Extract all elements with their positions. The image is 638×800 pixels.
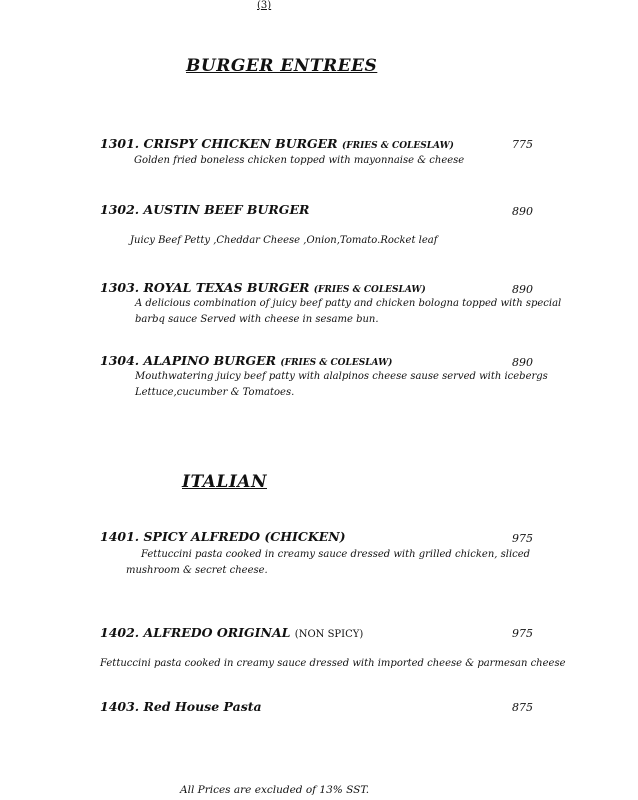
- item-price: 975: [512, 532, 533, 545]
- item-description: Fettuccini pasta cooked in creamy sauce dressed with grilled chicken, sliced: [141, 549, 531, 560]
- item-price: 890: [512, 205, 533, 218]
- menu-item-title: [100, 280, 426, 295]
- menu-item-title: [100, 202, 309, 217]
- item-description: Lettuce,cucumber & Tomatoes.: [135, 387, 295, 398]
- item-description: Mouthwatering juicy beef patty with alalpinos cheese sause served with icebergs: [135, 371, 548, 382]
- item-code: 1401.: [100, 529, 140, 544]
- item-price: 975: [512, 627, 533, 640]
- page-number: (3): [257, 0, 272, 11]
- item-code: 1403.: [100, 699, 140, 714]
- menu-item-title: [100, 136, 454, 151]
- item-name: SPICY ALFREDO (CHICKEN): [143, 529, 346, 544]
- item-name: ALFREDO ORIGINAL: [143, 625, 291, 640]
- item-description: mushroom & secret cheese.: [126, 565, 268, 576]
- item-note: (FRIES & COLESLAW): [313, 285, 426, 295]
- menu-item-title: [100, 625, 363, 640]
- item-note: (FRIES & COLESLAW): [341, 141, 454, 151]
- menu-item-title: [100, 529, 346, 544]
- item-code: 1304.: [100, 353, 140, 368]
- menu-item-title: [100, 353, 392, 368]
- item-name: ALAPINO BURGER: [143, 353, 277, 368]
- footer-note: All Prices are excluded of 13% SST.: [180, 784, 370, 796]
- menu-item-title: [100, 699, 262, 714]
- item-description: barbq sauce Served with cheese in sesame bun.: [135, 314, 379, 325]
- item-price: 875: [512, 701, 533, 714]
- section-title-italian: ITALIAN: [182, 472, 267, 492]
- item-description: Juicy Beef Petty ,Cheddar Cheese ,Onion,Tomato.Rocket leaf: [130, 235, 438, 246]
- item-code: 1302.: [100, 202, 140, 217]
- item-description: Fettuccini pasta cooked in creamy sauce dressed with imported cheese & parmesan cheese: [100, 658, 566, 669]
- item-description: Golden fried boneless chicken topped with mayonnaise & cheese: [134, 155, 465, 166]
- item-code: 1402.: [100, 625, 140, 640]
- item-price: 890: [512, 283, 533, 296]
- item-price: 775: [512, 138, 533, 151]
- item-note: (NON SPICY): [294, 629, 364, 640]
- item-code: 1301.: [100, 136, 140, 151]
- item-description: A delicious combination of juicy beef patty and chicken bologna topped with special: [135, 298, 562, 309]
- item-name: AUSTIN BEEF BURGER: [143, 202, 310, 217]
- item-price: 890: [512, 356, 533, 369]
- item-code: 1303.: [100, 280, 140, 295]
- item-name: Red House Pasta: [143, 699, 262, 714]
- section-title-burger: BURGER ENTREES: [186, 56, 378, 76]
- item-name: ROYAL TEXAS BURGER: [143, 280, 310, 295]
- item-name: CRISPY CHICKEN BURGER: [143, 136, 338, 151]
- item-note: (FRIES & COLESLAW): [280, 358, 393, 368]
